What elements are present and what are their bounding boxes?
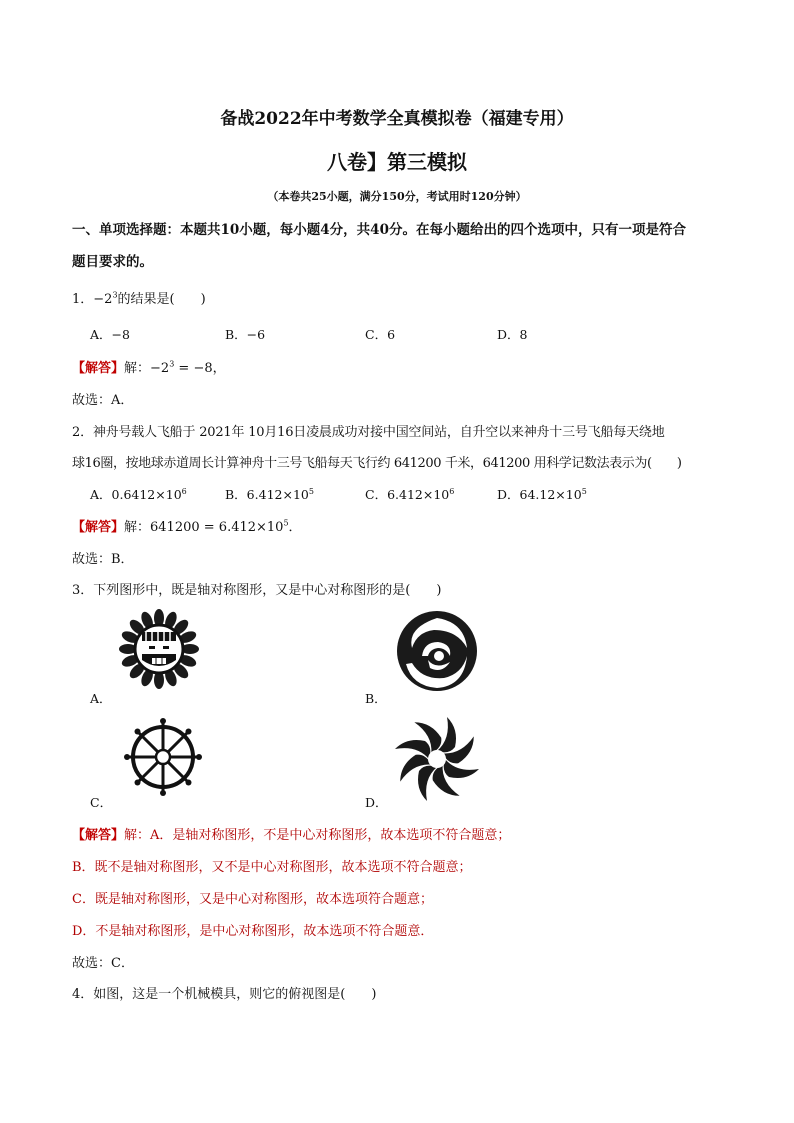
q1-answer-exponent: 3 (169, 359, 175, 369)
q3-answer-c: C．既是轴对称图形，又是中心对称图形，故本选项符合题意； (72, 892, 433, 907)
q3-label-a: A． (90, 691, 112, 706)
q3-choice: 故选：C． (72, 956, 134, 971)
q3-answer-a (72, 824, 510, 843)
exam-note: （本卷共25小题，满分150分，考试用时120分钟） (267, 190, 527, 203)
q2-option-c: C．$6.412\times 10^6$ (365, 486, 455, 502)
pinwheel-figure-d (393, 713, 481, 805)
q1-answer-post: = −8， (174, 361, 226, 376)
q2-answer (72, 516, 302, 535)
q1-choice: 故选：A． (72, 393, 134, 408)
q1-option-a: A．−8 (90, 327, 130, 342)
q2-option-a: A．$0.6412\times 10^6$ (90, 486, 187, 502)
q3-answer-b: B．既不是轴对称图形，又不是中心对称图形，故本选项不符合题意； (72, 860, 472, 875)
q1-exponent: 3 (112, 290, 118, 300)
q2-option-d: D．$64.12\times 10^5$ (497, 486, 587, 502)
q2-line2: 球16圈，按地球赤道周长计算神舟十三号飞船每天飞行约 641200 千米，641200 用科学记数法表示为( ) (72, 456, 682, 471)
q2-answer-post: ． (288, 520, 302, 535)
q1-option-b: B．−6 (225, 327, 266, 342)
page-subtitle: 八卷】第三模拟 (327, 150, 467, 174)
q3-label-c: C． (90, 795, 113, 810)
question-1 (72, 288, 206, 307)
q1-option-d: D．8 (497, 327, 528, 342)
answer-label: 【解答】 (72, 520, 125, 535)
q2-line1: 2．神舟号载人飞船于 2021年 10月16日凌晨成功对接中国空间站，自升空以来神舟十三号飞船每天绕地 (72, 425, 665, 440)
q3-answer-d: D．不是轴对称图形，是中心对称图形，故本选项不符合题意． (72, 924, 434, 939)
q3-answer-a-text: 解：A．是轴对称图形，不是中心对称图形，故本选项不符合题意； (124, 828, 511, 843)
q3-label-b: B． (365, 691, 387, 706)
q2-answer-pre: 解：641200 = 6.412×10 (124, 520, 284, 535)
q1-text-pre: 1．−2 (72, 292, 113, 307)
wheel-figure-c (124, 718, 202, 796)
q2-answer-exponent: 5 (283, 518, 289, 528)
section-heading-line2: 题目要求的。 (72, 254, 153, 270)
question-3: 3．下列图形中，既是轴对称图形，又是中心对称图形的是( ) (72, 583, 442, 598)
page-title: 备战2022年中考数学全真模拟卷（福建专用） (220, 109, 574, 129)
q1-answer-pre: 解：−2 (124, 361, 170, 376)
answer-label: 【解答】 (72, 361, 125, 376)
swirl-figure-b (392, 608, 482, 694)
question-4: 4．如图，这是一个机械模具，则它的俯视图是( ) (72, 987, 377, 1002)
q2-choice: 故选：B． (72, 552, 134, 567)
q1-text-post: 的结果是( ) (117, 292, 206, 307)
q2-option-b: B．$6.412\times 10^5$ (225, 486, 314, 502)
q3-label-d: D． (365, 795, 388, 810)
section-heading-line1: 一、单项选择题：本题共10小题，每小题4分，共40分。在每小题给出的四个选项中，只有一项是符合 (72, 222, 686, 238)
sun-face-figure-a (118, 608, 200, 690)
answer-label: 【解答】 (72, 828, 125, 843)
q1-option-c: C．6 (365, 327, 396, 342)
q1-answer (72, 357, 226, 376)
